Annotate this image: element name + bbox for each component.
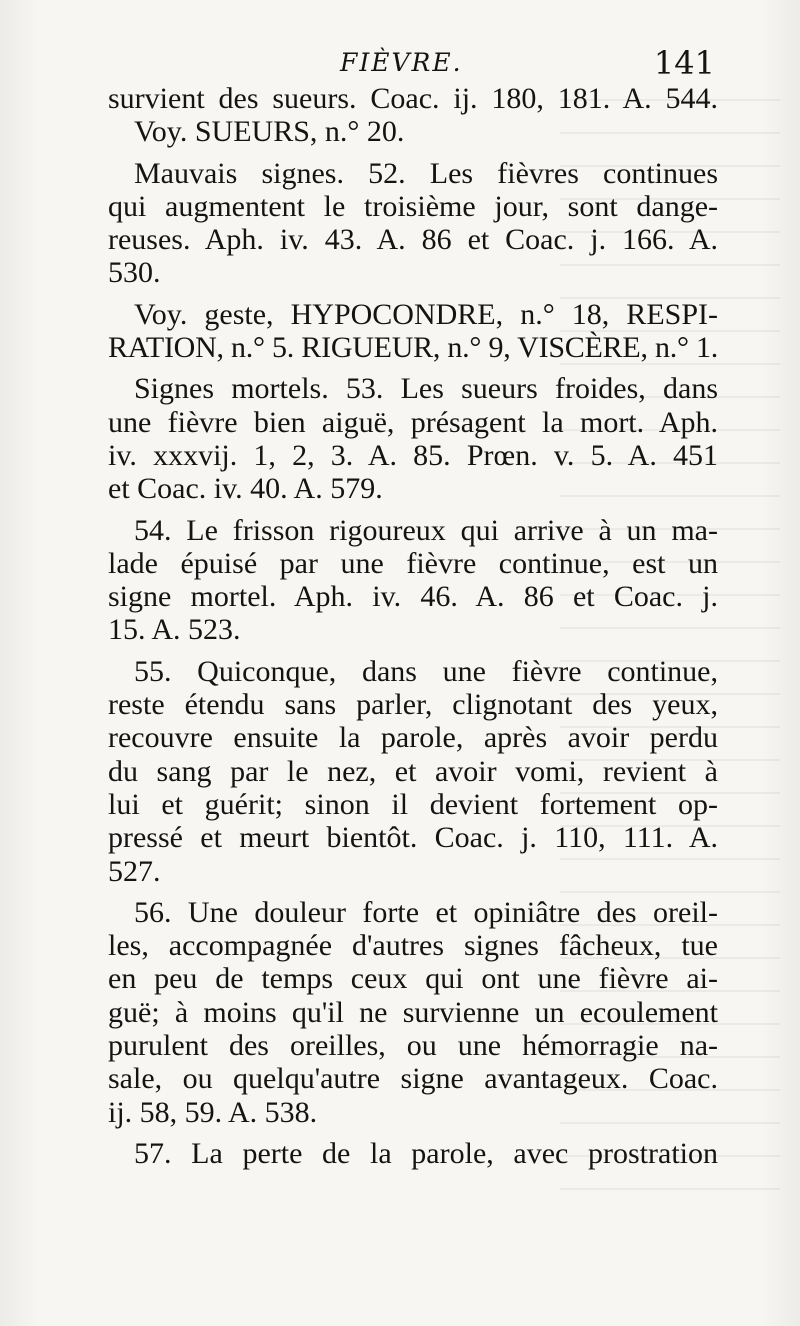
text-line: une fièvre bien aiguë, présagent la mort. Aph. xyxy=(108,405,718,439)
text-line: et Coac. iv. 40. A. 579. xyxy=(108,472,383,506)
text-line: purulent des oreilles, ou une hémorragie na- xyxy=(108,1029,718,1063)
text-line: guë; à moins qu'il ne survienne un ecoulement xyxy=(108,995,718,1029)
text-line: survient des sueurs. Coac. ij. 180, 181. A. 544. xyxy=(108,82,718,115)
text-line: recouvre ensuite la parole, après avoir perdu xyxy=(108,721,718,755)
text-line: du sang par le nez, et avoir vomi, revient à xyxy=(108,754,718,788)
text-line: 56. Une douleur forte et opiniâtre des oreil- xyxy=(134,895,718,929)
text-line: Voy. geste, HYPOCONDRE, n.° 18, RESPI- xyxy=(134,297,718,331)
text-line: 57. La perte de la parole, avec prostration xyxy=(134,1136,718,1170)
text-line: Signes mortels. 53. Les sueurs froides, dans xyxy=(134,372,718,406)
text-line: 530. xyxy=(108,256,161,290)
paragraph xyxy=(108,372,718,505)
text-line: ij. 58, 59. A. 538. xyxy=(108,1095,318,1129)
paragraph xyxy=(108,82,718,149)
text-line: 15. A. 523. xyxy=(108,613,241,647)
text-line: 527. xyxy=(108,854,161,888)
paragraph xyxy=(108,896,718,1129)
text-line: qui augmentent le troisième jour, sont dange- xyxy=(108,189,718,223)
text-line: 54. Le frisson rigoureux qui arrive à un ma- xyxy=(134,513,718,547)
running-title: FIÈVRE. xyxy=(340,48,463,77)
text-line: 55. Quiconque, dans une fièvre continue, xyxy=(134,654,718,688)
text-line: pressé et meurt bientôt. Coac. j. 110, 111. A. xyxy=(108,821,718,855)
text-line: lade épuisé par une fièvre continue, est un xyxy=(108,546,718,580)
text-line: iv. xxxvij. 1, 2, 3. A. 85. Prœn. v. 5. A. 451 xyxy=(108,438,718,472)
text-line: lui et guérit; sinon il devient fortement op- xyxy=(108,787,718,821)
body-text xyxy=(108,82,718,1170)
text-line: sale, ou quelqu'autre signe avantageux. Coac. xyxy=(108,1062,718,1096)
text-line: reste étendu sans parler, clignotant des yeux, xyxy=(108,688,718,722)
paragraph xyxy=(108,514,718,647)
text-line: reuses. Aph. iv. 43. A. 86 et Coac. j. 166. A. xyxy=(108,223,718,257)
paragraph xyxy=(108,1137,718,1170)
text-line: Voy. SUEURS, n.° 20. xyxy=(134,115,405,149)
text-line: en peu de temps ceux qui ont une fièvre ai- xyxy=(108,962,718,996)
paragraph xyxy=(108,655,718,888)
paragraph xyxy=(108,157,718,290)
text-line: signe mortel. Aph. iv. 46. A. 86 et Coac. j. xyxy=(108,580,718,614)
text-line: les, accompagnée d'autres signes fâcheux, tue xyxy=(108,929,718,963)
text-line: RATION, n.° 5. RIGUEUR, n.° 9, VISCÈRE, n.° 1. xyxy=(108,331,718,365)
paragraph xyxy=(108,298,718,365)
page-number: 141 xyxy=(653,44,715,82)
text-line: Mauvais signes. 52. Les fièvres continues xyxy=(134,156,718,190)
page-header xyxy=(110,44,715,84)
